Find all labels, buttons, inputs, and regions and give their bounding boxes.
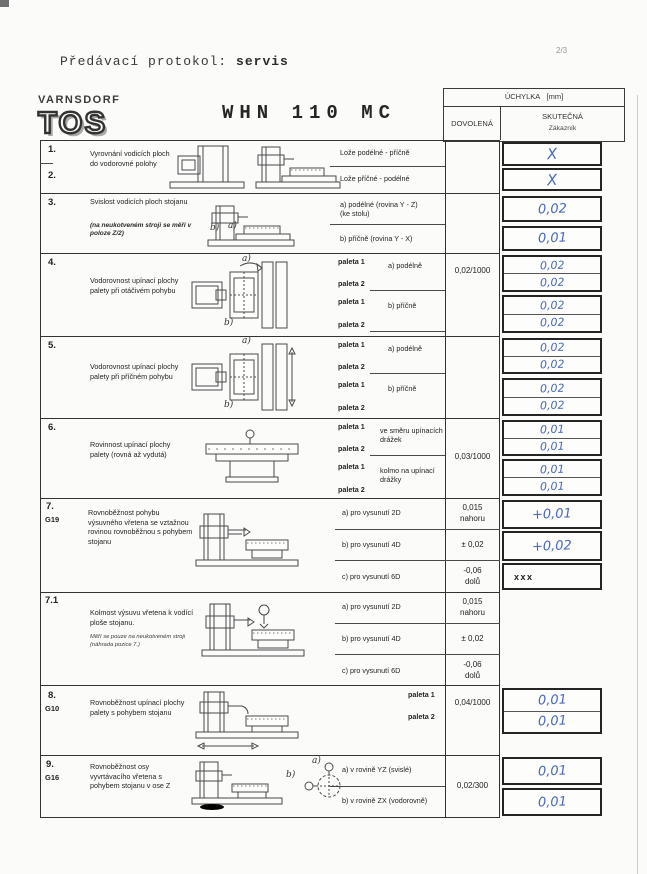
row-8-code: G10 bbox=[45, 704, 60, 713]
row-4-paleta1-a: paleta 1 bbox=[338, 257, 365, 266]
annotation-b: b) bbox=[224, 318, 234, 328]
paleta-underline bbox=[370, 290, 445, 291]
row-1-2-tick bbox=[40, 163, 53, 164]
row-3a-actual-value: 0,02 bbox=[537, 200, 567, 218]
row-7a-allowed-line2: nahoru bbox=[460, 513, 485, 523]
row-7-code: G19 bbox=[45, 515, 60, 524]
row-divider bbox=[40, 253, 500, 254]
row-6-actual-3: 0,01 bbox=[539, 462, 565, 476]
row-divider bbox=[40, 755, 500, 756]
row-71a-allowed bbox=[446, 597, 499, 619]
row-6-actual-1: 0,01 bbox=[539, 422, 565, 437]
row-2-actual-box bbox=[502, 168, 602, 191]
row-9b-label: b) v rovině ZX (vodorovně) bbox=[342, 796, 428, 805]
row-2-label: Lože příčné - podélné bbox=[340, 174, 410, 183]
row-8-actual-1: 0,01 bbox=[537, 692, 567, 709]
deviation-header bbox=[444, 89, 624, 107]
row-7-number: 7. bbox=[46, 501, 54, 512]
pallet-front-diagram bbox=[200, 428, 305, 490]
row-7c-allowed-line1: -0,06 bbox=[463, 566, 482, 575]
row-3a-label bbox=[340, 200, 442, 219]
row-5-paleta2-a: paleta 2 bbox=[338, 362, 365, 371]
row-7c-actual-box bbox=[502, 563, 602, 590]
actual-column-header bbox=[501, 107, 624, 140]
annotation-a: a) bbox=[312, 756, 321, 766]
row-3b-label: b) příčně (rovina Y - X) bbox=[340, 234, 413, 243]
row-9-allowed-value: 0,02/300 bbox=[456, 781, 489, 790]
row-8-allowed-value: 0,04/1000 bbox=[454, 698, 491, 707]
subrow-divider bbox=[335, 560, 500, 561]
row-divider bbox=[40, 418, 500, 419]
row-6-actual-2: 0,01 bbox=[539, 439, 565, 454]
row-7a-actual-value: +0,01 bbox=[531, 506, 573, 523]
row-3-description: Svislost vodicích ploch stojanu bbox=[90, 197, 188, 206]
row-6-number: 6. bbox=[48, 422, 56, 433]
row-9-number: 9. bbox=[46, 759, 54, 770]
row-9a-label: a) v rovině YZ (svislé) bbox=[342, 765, 412, 774]
row-divider bbox=[40, 336, 500, 337]
annotation-b: b) bbox=[286, 770, 296, 780]
customer-label: Zákazník bbox=[548, 125, 577, 132]
row-divider bbox=[40, 498, 500, 499]
row-8-number: 8. bbox=[48, 690, 56, 701]
row-7b-allowed: ± 0,02 bbox=[461, 540, 484, 549]
paleta-underline bbox=[370, 331, 445, 332]
subrow-divider bbox=[335, 529, 500, 530]
row-5-actual-1: 0,02 bbox=[539, 340, 565, 355]
deviation-header-box bbox=[443, 88, 625, 142]
label-divider bbox=[330, 224, 445, 225]
row-7-description: Rovnoběžnost pohybu výsuvného vřetena se vztažnou rovinou rovnoběžnou s pohybem stojanu bbox=[88, 508, 193, 546]
label-divider bbox=[330, 166, 445, 167]
row-4-actual-3: 0,02 bbox=[539, 298, 565, 313]
row-1-number: 1. bbox=[48, 144, 56, 155]
row-1-label: Lože podélné - příčně bbox=[340, 148, 410, 157]
row-9a-actual-box bbox=[502, 757, 602, 785]
annotation-b: b) bbox=[210, 223, 220, 233]
row-7c-allowed bbox=[446, 566, 499, 588]
row-4-actual-2: 0,02 bbox=[539, 275, 565, 289]
row-6-actual-4: 0,01 bbox=[539, 479, 565, 493]
row-71a-allowed-line2: nahoru bbox=[460, 607, 485, 617]
row-8-actual-box bbox=[502, 688, 602, 734]
row-8-paleta1: paleta 1 bbox=[408, 690, 435, 699]
row-71c-label: c) pro vysunutí 6D bbox=[342, 666, 401, 675]
annotation-a: a) bbox=[228, 221, 237, 231]
row-9a-actual-value: 0,01 bbox=[537, 762, 567, 780]
annotation-a: a) bbox=[242, 336, 251, 346]
document-title bbox=[60, 54, 289, 69]
row-6-paleta2-a: paleta 2 bbox=[338, 444, 365, 453]
row-4-actual-4: 0,02 bbox=[539, 315, 565, 330]
row-6-paleta1-a: paleta 1 bbox=[338, 422, 365, 431]
actual-label: SKUTEČNÁ bbox=[542, 112, 583, 121]
logo-varnsdorf-text: VARNSDORF bbox=[38, 94, 121, 106]
row-6-allowed-value: 0,03/1000 bbox=[454, 452, 491, 461]
row-1-actual-value: X bbox=[546, 144, 558, 164]
deviation-label: ÚCHYLKA bbox=[504, 92, 541, 101]
row-3b-actual-value: 0,01 bbox=[537, 230, 567, 247]
row-7b-actual-value: +0,02 bbox=[531, 537, 573, 555]
row-3a-label-line2: (ke stolu) bbox=[340, 209, 370, 219]
row-5-actual-4: 0,02 bbox=[539, 398, 565, 413]
row-7a-actual-box bbox=[502, 500, 602, 529]
row-divider bbox=[40, 193, 500, 194]
row-5a-actual-box bbox=[502, 338, 602, 374]
row-8-description: Rovnoběžnost upínací plochy palety s pohybem stojanu bbox=[90, 698, 185, 717]
deviation-unit: [mm] bbox=[546, 92, 564, 101]
row-71c-allowed bbox=[446, 660, 499, 682]
row-3-note: (na neukotveném stroji se měří v poloze Z/2) bbox=[90, 222, 192, 238]
row-6b-actual-box bbox=[502, 459, 602, 496]
row-5-paleta1-b: paleta 1 bbox=[338, 380, 365, 389]
row-6-paleta1-b: paleta 1 bbox=[338, 462, 365, 471]
row-3a-label-line1: a) podélné (rovina Y - Z) bbox=[340, 200, 418, 209]
row-7a-allowed-line1: 0,015 bbox=[462, 503, 483, 512]
row-9-code: G16 bbox=[45, 773, 60, 782]
row-6-paleta2-b: paleta 2 bbox=[338, 485, 365, 494]
row-4-description: Vodorovnost upínací plochy palety při otáčivém pohybu bbox=[90, 276, 179, 295]
scan-corner-artifact bbox=[0, 0, 9, 7]
paleta-underline bbox=[370, 373, 445, 374]
row-4-sub-b: b) příčně bbox=[388, 301, 417, 310]
row-4a-actual-box bbox=[502, 255, 602, 292]
row-3b-actual-box bbox=[502, 226, 602, 251]
row-7c-actual-value: xxx bbox=[514, 571, 534, 582]
row-4-number: 4. bbox=[48, 257, 56, 268]
machine-side-diagram bbox=[254, 145, 342, 190]
row-71a-label: a) pro vysunutí 2D bbox=[342, 602, 401, 611]
row-1-2-description: Vyrovnání vodicích ploch do vodorovné polohy bbox=[90, 149, 170, 168]
paleta-underline bbox=[370, 455, 445, 456]
row-71a-allowed-line1: 0,015 bbox=[462, 597, 483, 606]
row-5-number: 5. bbox=[48, 340, 56, 351]
row-2-number: 2. bbox=[48, 170, 56, 181]
row-7a-label: a) pro vysunutí 2D bbox=[342, 508, 401, 517]
row-6-description: Rovinnost upínací plochy palety (rovná až vydutá) bbox=[90, 440, 171, 459]
row-divider bbox=[40, 685, 500, 686]
row-7b-actual-box bbox=[502, 531, 602, 561]
row-3-number: 3. bbox=[48, 197, 56, 208]
row-4-allowed-value: 0,02/1000 bbox=[454, 266, 491, 275]
row-5-actual-3: 0,02 bbox=[539, 381, 565, 396]
row-3a-actual-box bbox=[502, 196, 602, 222]
row-71b-allowed: ± 0,02 bbox=[461, 634, 484, 643]
row-6-sub-b: kolmo na upínací drážky bbox=[380, 466, 435, 485]
machine-spindle-indicator-diagram bbox=[198, 602, 310, 672]
measurement-table bbox=[40, 140, 625, 818]
row-4-paleta1-b: paleta 1 bbox=[338, 297, 365, 306]
machine-traverse-diagram bbox=[192, 690, 304, 752]
row-4-actual-1: 0,02 bbox=[539, 258, 565, 272]
document-title-prefix: Předávací protokol: bbox=[60, 54, 228, 69]
document-title-value: servis bbox=[236, 54, 289, 69]
page-number: 2/3 bbox=[556, 46, 568, 55]
machine-z-axis-diagram bbox=[188, 760, 286, 816]
label-divider bbox=[330, 786, 445, 787]
row-5-paleta1-a: paleta 1 bbox=[338, 340, 365, 349]
subrow-divider bbox=[335, 623, 500, 624]
scan-page-edge bbox=[637, 95, 638, 874]
row-7b-label: b) pro vysunutí 4D bbox=[342, 540, 401, 549]
row-7a-allowed bbox=[446, 503, 499, 525]
row-8-paleta2: paleta 2 bbox=[408, 712, 435, 721]
machine-top-view-diagram bbox=[190, 260, 295, 330]
axis-circles-diagram bbox=[298, 762, 348, 804]
machine-front-diagram bbox=[166, 144, 248, 190]
row-5b-actual-box bbox=[502, 378, 602, 416]
row-divider bbox=[40, 592, 500, 593]
row-4-sub-a: a) podélně bbox=[388, 261, 422, 270]
tos-varnsdorf-logo bbox=[38, 95, 120, 138]
annotation-b: b) bbox=[224, 400, 234, 410]
machine-spindle-diagram bbox=[192, 512, 304, 582]
row-2-actual-value: X bbox=[546, 170, 558, 189]
annotation-a: a) bbox=[242, 254, 251, 264]
row-5-description: Vodorovnost upínací plochy palety při příčném pohybu bbox=[90, 362, 179, 381]
row-71-description: Kolmost výsuvu vřetena k vodící ploše stojanu. bbox=[90, 608, 194, 627]
logo-tos-text: TOS bbox=[38, 105, 108, 140]
row-1-actual-box bbox=[502, 142, 602, 166]
row-5-paleta2-b: paleta 2 bbox=[338, 403, 365, 412]
row-9-description: Rovnoběžnost osy vyvrtávacího vřetena s pohybem stojanu v ose Z bbox=[90, 762, 171, 791]
row-5-sub-b: b) příčně bbox=[388, 384, 417, 393]
machine-model-title: WHN 110 MC bbox=[222, 102, 397, 124]
row-71b-label: b) pro vysunutí 4D bbox=[342, 634, 401, 643]
allowed-column-header: DOVOLENÁ bbox=[444, 107, 501, 140]
row-9b-actual-box bbox=[502, 788, 602, 816]
row-71-number: 7.1 bbox=[45, 595, 59, 606]
row-4-paleta2-a: paleta 2 bbox=[338, 279, 365, 288]
row-6-sub-a: ve směru upínacích drážek bbox=[380, 426, 443, 445]
row-8-actual-2: 0,01 bbox=[537, 713, 567, 730]
row-4-paleta2-b: paleta 2 bbox=[338, 320, 365, 329]
machine-top-view-diagram bbox=[190, 342, 295, 412]
row-4b-actual-box bbox=[502, 295, 602, 333]
row-7c-allowed-line2: dolů bbox=[464, 576, 481, 586]
row-71c-allowed-line1: -0,06 bbox=[463, 660, 482, 669]
row-5-sub-a: a) podélně bbox=[388, 344, 422, 353]
row-71-note: Měří se pouze na neukotveném stroji (náhrada pozice 7.) bbox=[90, 634, 186, 648]
row-9b-actual-value: 0,01 bbox=[537, 793, 567, 811]
row-6a-actual-box bbox=[502, 420, 602, 456]
subrow-divider bbox=[335, 654, 500, 655]
row-5-actual-2: 0,02 bbox=[539, 357, 565, 372]
row-71c-allowed-line2: dolů bbox=[464, 670, 481, 680]
row-7c-label: c) pro vysunutí 6D bbox=[342, 572, 401, 581]
